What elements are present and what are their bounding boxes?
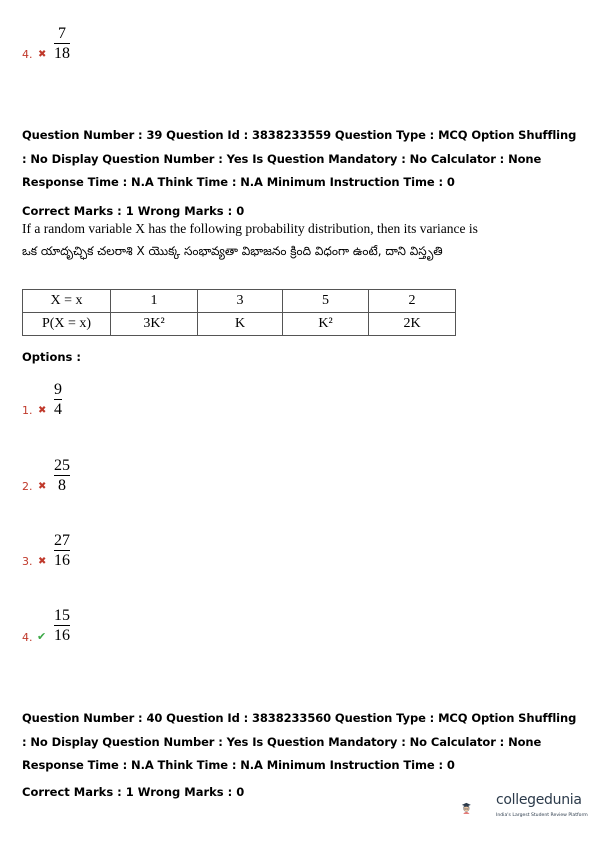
option-fraction [54, 532, 70, 569]
table-cell: P(X = x) [23, 313, 111, 336]
option-fraction [54, 457, 70, 494]
cross-icon: ✖ [38, 481, 47, 492]
option-number: 4. [22, 48, 33, 61]
option-number: 2. [22, 480, 33, 493]
fraction-bar [54, 550, 70, 551]
numerator: 15 [54, 607, 70, 624]
table-cell: 2K [369, 313, 456, 336]
question-meta-39: Question Number : 39 Question Id : 3838233559 Question Type : MCQ Option Shuffling : No Display Question Number : Yes Is Question Mandatory : No Calculator : None Response Time : N.A Think Time : N.A Minimum Instruction Time : 0 [22, 128, 577, 189]
table-row [23, 313, 456, 336]
question-marks-39: Correct Marks : 1 Wrong Marks : 0 [22, 204, 245, 218]
denominator: 8 [58, 477, 66, 494]
cross-icon: ✖ [38, 556, 47, 567]
option-fraction [54, 381, 62, 418]
table-cell: 3K² [111, 313, 198, 336]
table-cell: 1 [111, 290, 198, 313]
numerator: 7 [58, 25, 66, 42]
option-fraction [54, 25, 70, 62]
denominator: 4 [54, 401, 62, 418]
table-cell: 3 [198, 290, 283, 313]
question-text-en: If a random variable X has the following probability distribution, then its variance is [22, 221, 478, 236]
denominator: 16 [54, 552, 70, 569]
table-cell: K [198, 313, 283, 336]
table-cell: 2 [369, 290, 456, 313]
fraction-bar [54, 625, 70, 626]
table-cell: X = x [23, 290, 111, 313]
table-cell: 5 [283, 290, 369, 313]
denominator: 18 [54, 45, 70, 62]
cross-icon: ✖ [38, 405, 47, 416]
fraction-bar [54, 43, 70, 44]
numerator: 9 [54, 381, 62, 398]
table-cell: K² [283, 313, 369, 336]
option-number: 4. [22, 631, 33, 644]
graduate-icon [462, 803, 471, 814]
options-label: Options : [22, 350, 81, 364]
distribution-table [22, 289, 456, 336]
option-number: 1. [22, 404, 33, 417]
question-marks-40: Correct Marks : 1 Wrong Marks : 0 [22, 785, 245, 799]
fraction-bar [54, 475, 70, 476]
collegedunia-logo [460, 788, 500, 828]
table-row [23, 290, 456, 313]
logo-tagline: India's Largest Student Review Platform [496, 813, 588, 818]
fraction-bar [54, 399, 62, 400]
denominator: 16 [54, 627, 70, 644]
numerator: 27 [54, 532, 70, 549]
cross-icon: ✖ [38, 49, 47, 60]
numerator: 25 [54, 457, 70, 474]
logo-wordmark: collegedunia [496, 792, 582, 808]
question-meta-40: Question Number : 40 Question Id : 3838233560 Question Type : MCQ Option Shuffling : No Display Question Number : Yes Is Question Mandatory : No Calculator : None Response Time : N.A Think Time : N.A Minimum Instruction Time : 0 [22, 711, 577, 772]
check-icon: ✔ [37, 630, 47, 643]
option-fraction [54, 607, 70, 644]
question-text-te: ఒక యాదృచ్ఛిక చలరాశి X యొక్క సంభావ్యతా విభాజనం క్రింది విధంగా ఉంటే, దాని విస్తృతి [22, 244, 443, 258]
option-number: 3. [22, 555, 33, 568]
